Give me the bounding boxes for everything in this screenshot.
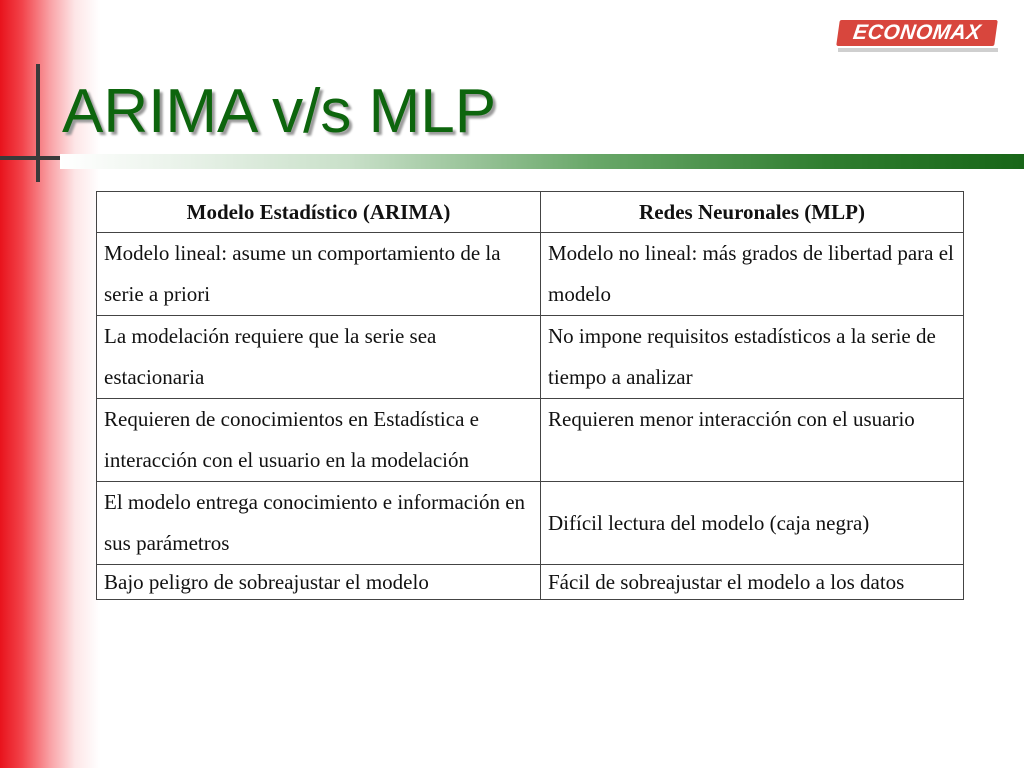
mlp-cell: No impone requisitos estadísticos a la serie de tiempo a analizar: [541, 316, 964, 399]
header-mlp: Redes Neuronales (MLP): [541, 192, 964, 233]
slide-title: ARIMA v/s MLP: [62, 77, 497, 146]
table-row: [97, 316, 964, 399]
table-header-row: [97, 192, 964, 233]
economax-logo: [838, 20, 998, 54]
logo-wordmark: ECONOMAX: [836, 20, 998, 46]
table-row: [97, 399, 964, 482]
mlp-cell: Difícil lectura del modelo (caja negra): [541, 482, 964, 565]
table-row: [97, 233, 964, 316]
mlp-cell: Requieren menor interacción con el usuario: [541, 399, 964, 482]
mlp-cell: Fácil de sobreajustar el modelo a los datos: [541, 565, 964, 600]
logo-underline: [838, 48, 998, 52]
arima-cell: La modelación requiere que la serie sea estacionaria: [97, 316, 541, 399]
table-row: [97, 565, 964, 600]
table-row: [97, 482, 964, 565]
mlp-cell: Modelo no lineal: más grados de libertad para el modelo: [541, 233, 964, 316]
arima-cell: El modelo entrega conocimiento e información en sus parámetros: [97, 482, 541, 565]
vertical-crosshair-line: [36, 64, 40, 182]
arima-cell: Modelo lineal: asume un comportamiento de la serie a priori: [97, 233, 541, 316]
header-arima: Modelo Estadístico (ARIMA): [97, 192, 541, 233]
comparison-table: [96, 191, 964, 600]
arima-cell: Requieren de conocimientos en Estadística e interacción con el usuario en la modelación: [97, 399, 541, 482]
arima-cell: Bajo peligro de sobreajustar el modelo: [97, 565, 541, 600]
title-underline-bar: [60, 154, 1024, 169]
